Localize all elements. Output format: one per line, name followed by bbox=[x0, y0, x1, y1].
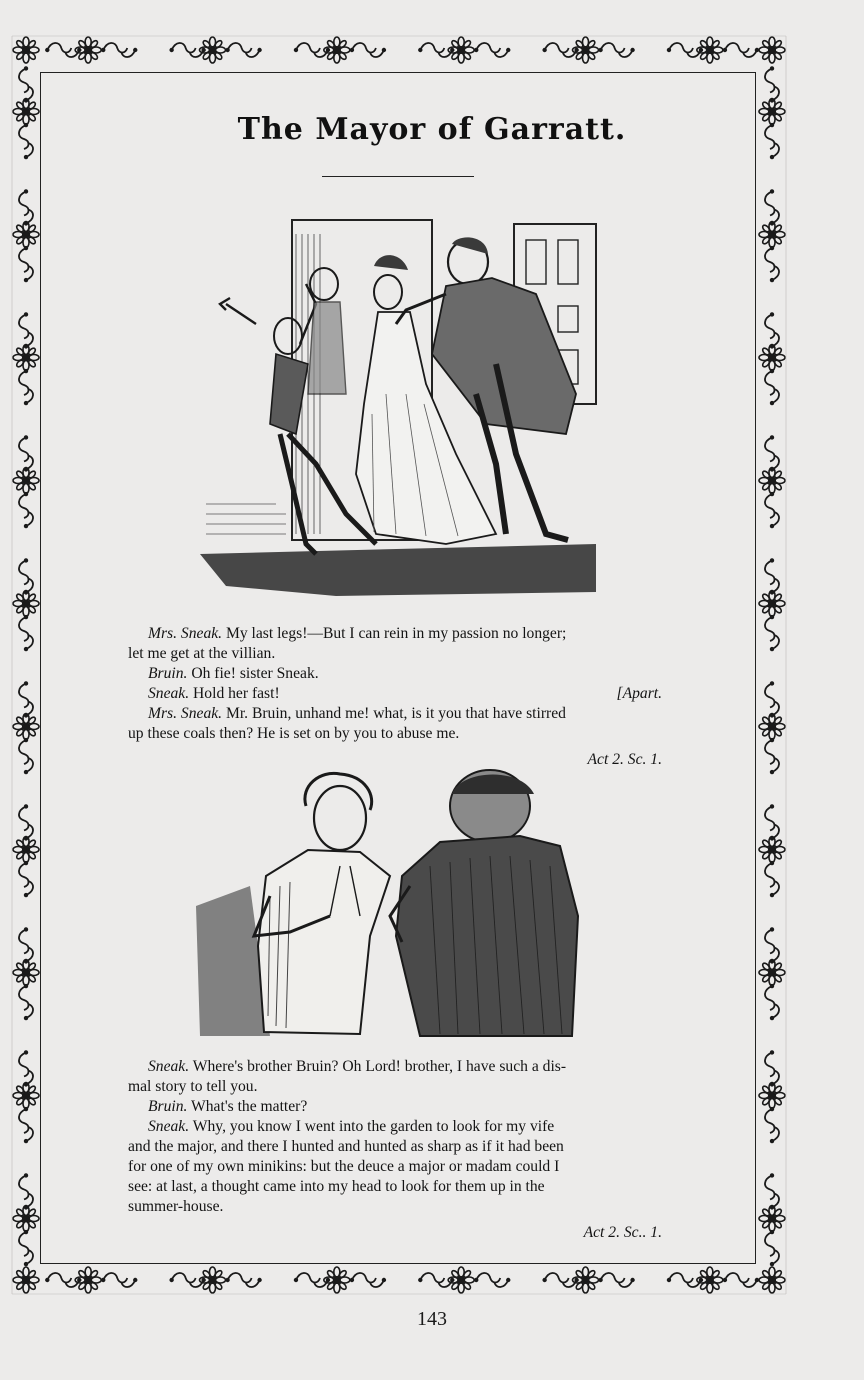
dialogue-text: mal story to tell you. bbox=[128, 1078, 258, 1095]
dialogue-text: My last legs!—But I can rein in my passion no longer; bbox=[225, 625, 567, 642]
border-scroll-icon bbox=[765, 558, 779, 594]
border-scroll-icon bbox=[19, 558, 33, 594]
border-scroll-icon bbox=[765, 369, 779, 405]
border-scroll-icon bbox=[765, 681, 779, 717]
border-scroll-icon bbox=[765, 861, 779, 897]
border-scroll-icon bbox=[598, 43, 634, 57]
border-scroll-icon bbox=[542, 1273, 578, 1287]
border-scroll-icon bbox=[765, 1050, 779, 1086]
dialogue-text: Why, you know I went into the garden to look for my vife bbox=[192, 1118, 555, 1135]
border-scroll-icon bbox=[101, 1273, 137, 1287]
border-scroll-icon bbox=[19, 615, 33, 651]
border-scroll-icon bbox=[225, 43, 261, 57]
border-scroll-icon bbox=[101, 43, 137, 57]
dialogue-text: summer-house. bbox=[128, 1198, 224, 1215]
border-scroll-icon bbox=[723, 1273, 759, 1287]
page-number: 143 bbox=[417, 1308, 447, 1330]
speaker: Sneak. bbox=[148, 685, 190, 702]
border-scroll-icon bbox=[19, 984, 33, 1020]
border-scroll-icon bbox=[598, 1273, 634, 1287]
border-scroll-icon bbox=[19, 312, 33, 348]
caption-1 bbox=[128, 624, 662, 770]
border-scroll-icon bbox=[765, 189, 779, 225]
border-scroll-icon bbox=[350, 43, 386, 57]
dialogue-text: for one of my own minikins: but the deuce a major or madam could I bbox=[128, 1158, 560, 1175]
border-scroll-icon bbox=[19, 681, 33, 717]
border-scroll-icon bbox=[765, 1107, 779, 1143]
border-scroll-icon bbox=[225, 1273, 261, 1287]
border-scroll-icon bbox=[765, 312, 779, 348]
border-scroll-icon bbox=[294, 43, 330, 57]
border-scroll-icon bbox=[19, 927, 33, 963]
border-scroll-icon bbox=[19, 66, 33, 102]
border-scroll-icon bbox=[19, 1173, 33, 1209]
border-scroll-icon bbox=[765, 738, 779, 774]
border-scroll-icon bbox=[667, 1273, 703, 1287]
dialogue-text: up these coals then? He is set on by you to abuse me. bbox=[128, 725, 460, 742]
border-scroll-icon bbox=[169, 1273, 205, 1287]
border-scroll-icon bbox=[765, 492, 779, 528]
border-corner-flower-icon bbox=[759, 1267, 785, 1293]
dialogue-text: and the major, and there I hunted and hunted as sharp as if it had been bbox=[128, 1138, 564, 1155]
border-scroll-icon bbox=[765, 927, 779, 963]
border-scroll-icon bbox=[765, 1173, 779, 1209]
dialogue-text: What's the matter? bbox=[191, 1098, 308, 1115]
speaker: Bruin. bbox=[148, 1098, 188, 1115]
dialogue-text: Hold her fast! bbox=[193, 685, 280, 702]
speaker: Mrs. Sneak. bbox=[148, 705, 223, 722]
border-scroll-icon bbox=[667, 43, 703, 57]
border-scroll-icon bbox=[542, 43, 578, 57]
border-scroll-icon bbox=[45, 43, 81, 57]
border-scroll-icon bbox=[765, 804, 779, 840]
dialogue-text: Mr. Bruin, unhand me! what, is it you that have stirred bbox=[225, 705, 566, 722]
border-scroll-icon bbox=[19, 861, 33, 897]
page-title: The Mayor of Garratt. bbox=[237, 112, 627, 147]
border-corner-flower-icon bbox=[13, 1267, 39, 1293]
border-scroll-icon bbox=[19, 492, 33, 528]
border-scroll-icon bbox=[19, 189, 33, 225]
dialogue-text: see: at last, a thought came into my head to look for them up in the bbox=[128, 1178, 545, 1195]
speaker: Sneak. bbox=[148, 1118, 190, 1135]
border-scroll-icon bbox=[765, 66, 779, 102]
border-scroll-icon bbox=[765, 435, 779, 471]
border-scroll-icon bbox=[474, 1273, 510, 1287]
title-rule bbox=[322, 176, 474, 177]
stage-direction: [Apart. bbox=[616, 685, 662, 702]
border-scroll-icon bbox=[418, 1273, 454, 1287]
border-corner-flower-icon bbox=[759, 37, 785, 63]
border-scroll-icon bbox=[294, 1273, 330, 1287]
dialogue-text: let me get at the villian. bbox=[128, 645, 276, 662]
act-scene-reference: Act 2. Sc.. 1. bbox=[583, 1224, 662, 1241]
act-scene-reference: Act 2. Sc. 1. bbox=[587, 751, 662, 768]
border-scroll-icon bbox=[19, 1230, 33, 1266]
border-scroll-icon bbox=[19, 435, 33, 471]
speaker: Mrs. Sneak. bbox=[148, 625, 223, 642]
border-scroll-icon bbox=[45, 1273, 81, 1287]
border-scroll-icon bbox=[19, 1050, 33, 1086]
border-scroll-icon bbox=[765, 615, 779, 651]
engraving-illustration-1 bbox=[196, 214, 606, 604]
speaker: Sneak. bbox=[148, 1058, 190, 1075]
dialogue-text: Where's brother Bruin? Oh Lord! brother, I have such a dis- bbox=[192, 1058, 567, 1075]
dialogue-text: Oh fie! sister Sneak. bbox=[191, 665, 319, 682]
border-scroll-icon bbox=[765, 984, 779, 1020]
caption-2 bbox=[128, 1057, 662, 1243]
border-scroll-icon bbox=[19, 804, 33, 840]
speaker: Bruin. bbox=[148, 665, 188, 682]
border-scroll-icon bbox=[765, 1230, 779, 1266]
border-scroll-icon bbox=[19, 738, 33, 774]
border-scroll-icon bbox=[418, 43, 454, 57]
engraving-illustration-2 bbox=[190, 766, 590, 1042]
border-scroll-icon bbox=[765, 246, 779, 282]
border-scroll-icon bbox=[19, 246, 33, 282]
border-scroll-icon bbox=[19, 1107, 33, 1143]
border-scroll-icon bbox=[474, 43, 510, 57]
border-scroll-icon bbox=[19, 369, 33, 405]
border-scroll-icon bbox=[350, 1273, 386, 1287]
border-scroll-icon bbox=[723, 43, 759, 57]
border-corner-flower-icon bbox=[13, 37, 39, 63]
border-scroll-icon bbox=[169, 43, 205, 57]
